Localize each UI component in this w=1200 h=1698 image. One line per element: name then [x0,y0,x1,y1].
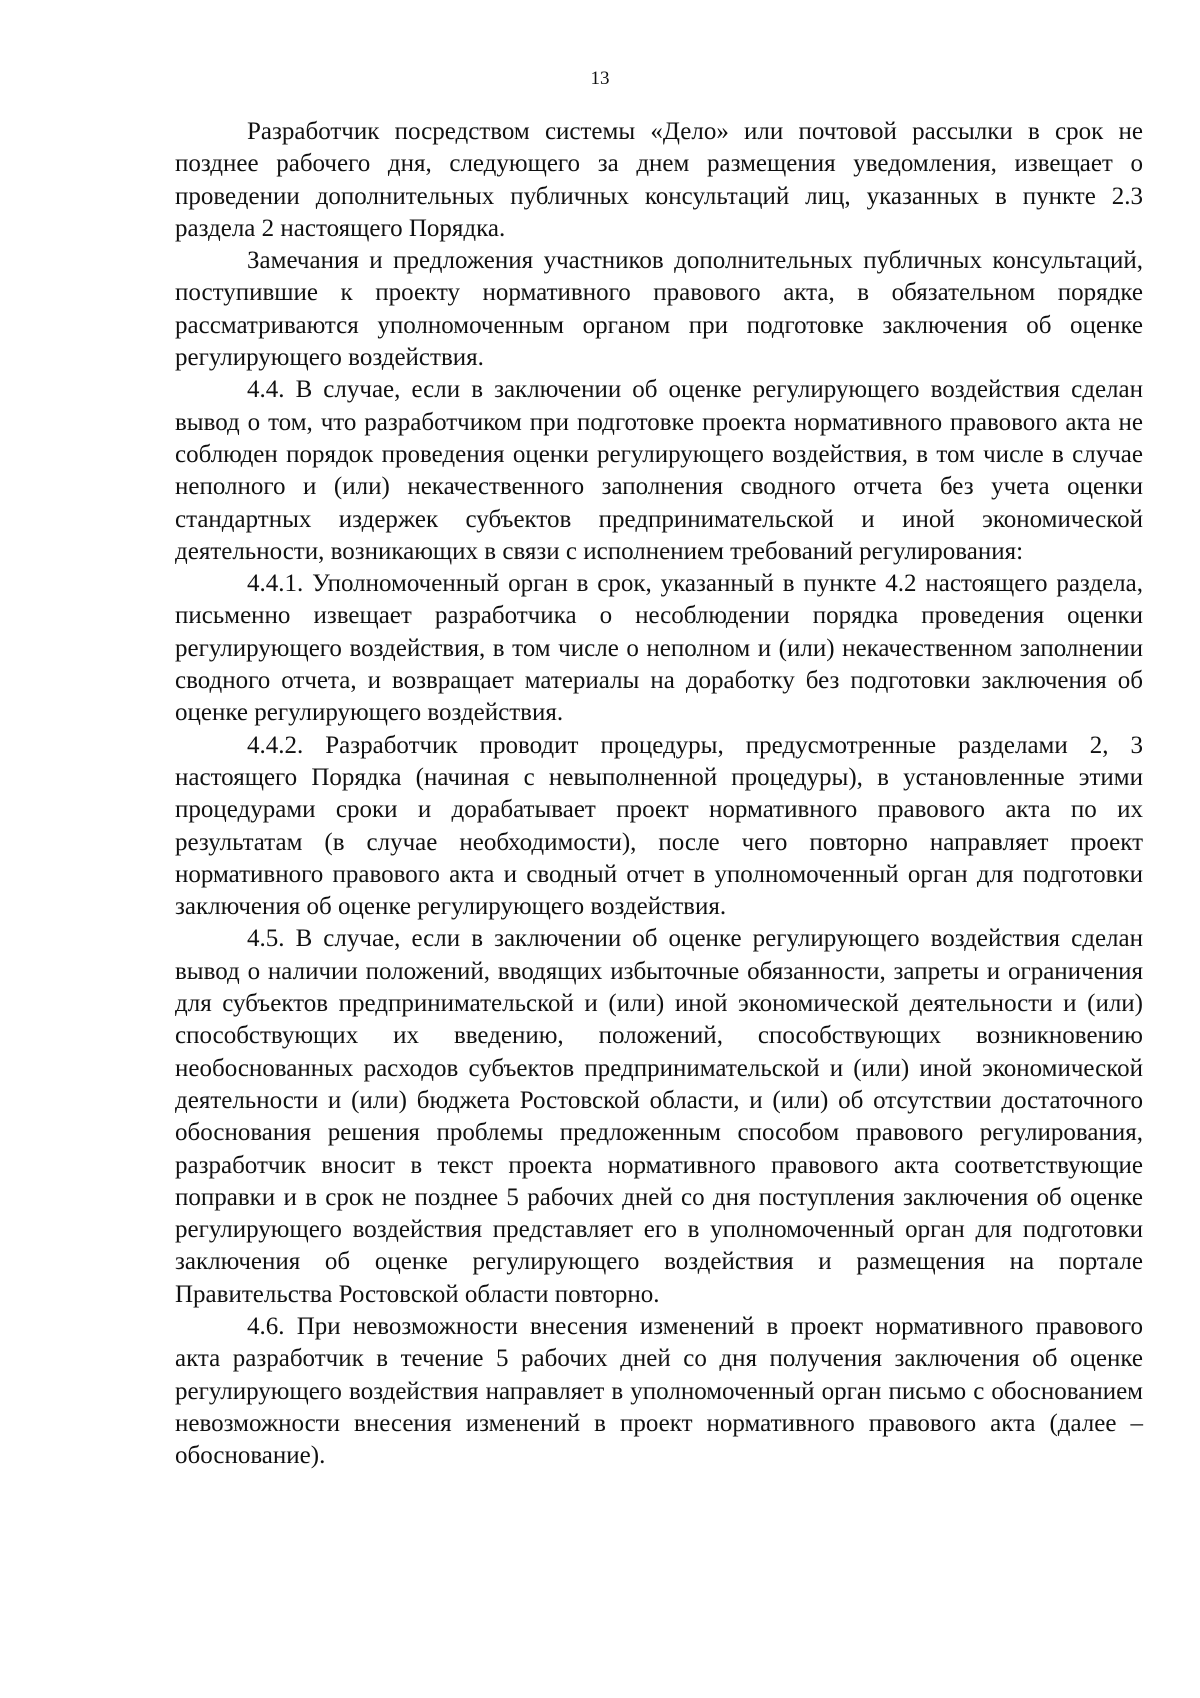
paragraph-remarks: Замечания и предложения участников дополнительных публичных консультаций, поступившие к проекту нормативного правового акта, в обязательном порядке рассматриваются уполномоченным органом при подготовке заключения об оценке регулирующего воздействия. [175,247,1143,372]
paragraph-4-6: 4.6. При невозможности внесения изменений в проект нормативного правового акта разработчик в течение 5 рабочих дней со дня получения заключения об оценке регулирующего воздействия направляет в уполномоченный орган письмо с обоснованием невозможности внесения изменений в проект нормативного правового акта (далее – обоснование). [175,1312,1143,1470]
paragraph-4-5: 4.5. В случае, если в заключении об оценке регулирующего воздействия сделан вывод о наличии положений, вводящих избыточные обязанности, запреты и ограничения для субъектов предпринимательской и (или) иной экономической деятельности и (или) способствующих их введению, положений, способствующих возникновению необоснованных расходов субъектов предпринимательской и (или) иной экономической деятельности и (или) бюджета Ростовской области, и (или) об отсутствии достаточного обоснования решения проблемы предложенным способом правового регулирования, разработчик вносит в текст проекта нормативного правового акта соответствующие поправки и в срок не позднее 5 рабочих дней со дня поступления заключения об оценке регулирующего воздействия представляет его в уполномоченный орган для подготовки заключения об оценке регулирующего воздействия и размещения на портале Правительства Ростовской области повторно. [175,925,1143,1308]
paragraph-notification: Разработчик посредством системы «Дело» или почтовой рассылки в срок не позднее рабочего дня, следующего за днем размещения уведомления, извещает о проведении дополнительных публичных консультаций лиц, указанных в пункте 2.3 раздела 2 настоящего Порядка. [175,118,1143,242]
page-number: 13 [590,68,610,89]
paragraph-4-4: 4.4. В случае, если в заключении об оценке регулирующего воздействия сделан вывод о том, что разработчиком при подготовке проекта нормативного правового акта не соблюден порядок проведения оценки регулирующего воздействия, в том числе в случае неполного и (или) некачественного заполнения сводного отчета без учета оценки стандартных издержек субъектов предпринимательской и иной экономической деятельности, возникающих в связи с исполнением требований регулирования: [175,376,1143,565]
document-body [175,116,1143,1472]
paragraph-4-4-2: 4.4.2. Разработчик проводит процедуры, предусмотренные разделами 2, 3 настоящего Порядка (начиная с невыполненной процедуры), в установленные этими процедурами сроки и дорабатывает проект нормативного правового акта по их результатам (в случае необходимости), после чего повторно направляет проект нормативного правового акта и сводный отчет в уполномоченный орган для подготовки заключения об оценке регулирующего воздействия. [175,731,1143,921]
paragraph-4-4-1: 4.4.1. Уполномоченный орган в срок, указанный в пункте 4.2 настоящего раздела, письменно извещает разработчика о несоблюдении порядка проведения оценки регулирующего воздействия, в том числе о неполном и (или) некачественном заполнении сводного отчета, и возвращает материалы на доработку без подготовки заключения об оценке регулирующего воздействия. [175,570,1143,727]
